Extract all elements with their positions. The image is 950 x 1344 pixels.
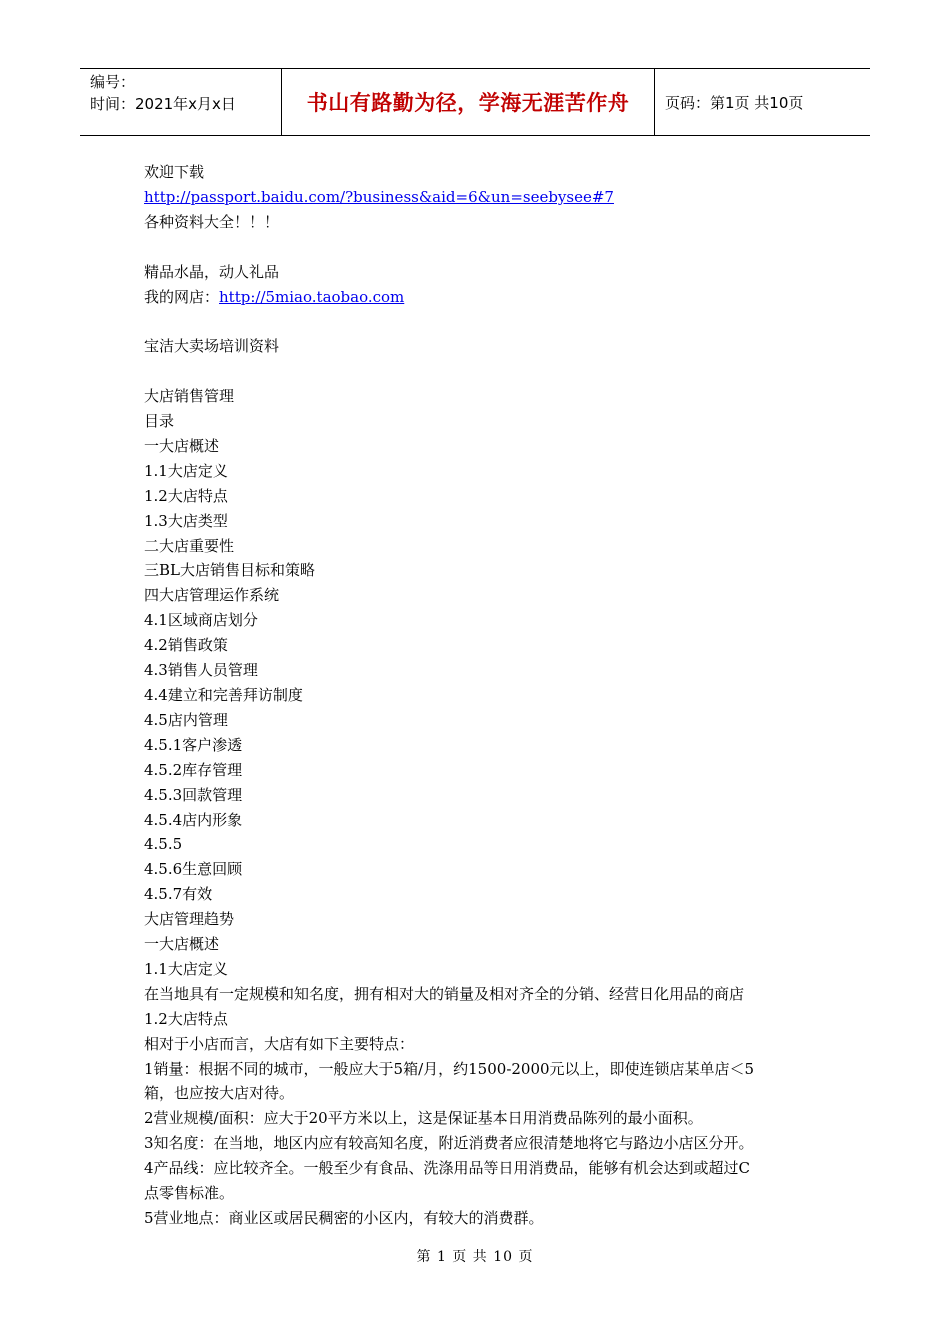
content-line: 4产品线：应比较齐全。一般至少有食品、洗涤用品等日用消费品，能够有机会达到或超过C bbox=[144, 1159, 751, 1178]
document-body bbox=[144, 160, 824, 1231]
toc-item: 4.3销售人员管理 bbox=[144, 661, 258, 680]
toc-item: 1.1大店定义 bbox=[144, 461, 228, 480]
welcome-text: 欢迎下载 bbox=[144, 163, 205, 181]
toc-item: 4.4建立和完善拜访制度 bbox=[144, 685, 303, 704]
toc-item: 大店管理趋势 bbox=[144, 910, 235, 929]
header-motto-cell bbox=[282, 69, 655, 135]
document-date-label: 时间：2021年x月x日 bbox=[90, 95, 236, 113]
toc-item: 4.5.7有效 bbox=[144, 885, 213, 904]
content-line: 一大店概述 bbox=[144, 935, 220, 954]
blank-line bbox=[144, 309, 824, 334]
document-title: 宝洁大卖场培训资料 bbox=[144, 337, 280, 356]
all-materials-text: 各种资料大全！！！ bbox=[144, 212, 280, 231]
content-line: 1销量：根据不同的城市，一般应大于5箱/月，约1500-2000元以上，即使连锁店某单店＜5 bbox=[144, 1059, 755, 1078]
content-line: 2营业规模/面积：应大于20平方米以上，这是保证基本日用消费品陈列的最小面积。 bbox=[144, 1109, 703, 1128]
blank-line bbox=[144, 235, 824, 260]
toc-item: 四大店管理运作系统 bbox=[144, 586, 280, 605]
shop-slogan: 精品水晶，动人礼品 bbox=[144, 262, 280, 281]
header-page-cell bbox=[655, 69, 870, 135]
toc-item: 1.2大店特点 bbox=[144, 486, 228, 505]
header-page-info: 页码：第1页 共10页 bbox=[665, 93, 804, 112]
toc-item: 4.5.4店内形象 bbox=[144, 810, 243, 829]
toc-item: 4.5.6生意回顾 bbox=[144, 860, 243, 879]
document-subtitle: 大店销售管理 bbox=[144, 387, 235, 406]
toc-item: 4.5.1客户渗透 bbox=[144, 735, 243, 754]
toc-item: 4.5.3回款管理 bbox=[144, 785, 243, 804]
content-line: 点零售标准。 bbox=[144, 1184, 235, 1203]
page-header bbox=[80, 68, 870, 136]
toc-item: 4.1区域商店划分 bbox=[144, 611, 258, 630]
content-line: 1.2大店特点 bbox=[144, 1009, 228, 1028]
content-line: 1.1大店定义 bbox=[144, 959, 228, 978]
content-line: 3知名度：在当地，地区内应有较高知名度，附近消费者应很清楚地将它与路边小店区分开。 bbox=[144, 1134, 754, 1153]
toc-item: 4.2销售政策 bbox=[144, 636, 228, 655]
shop-line bbox=[144, 285, 824, 310]
toc-item: 三BL大店销售目标和策略 bbox=[144, 561, 315, 580]
toc-item: 1.3大店类型 bbox=[144, 511, 228, 530]
content-line: 在当地具有一定规模和知名度，拥有相对大的销量及相对齐全的分销、经营日化用品的商店 bbox=[144, 984, 745, 1003]
document-content bbox=[144, 932, 824, 1231]
shop-link[interactable]: http://5miao.taobao.com bbox=[219, 287, 405, 306]
shop-label: 我的网店： bbox=[144, 287, 220, 306]
content-line: 箱，也应按大店对待。 bbox=[144, 1084, 295, 1103]
toc-item: 一大店概述 bbox=[144, 436, 220, 455]
table-of-contents bbox=[144, 434, 824, 932]
toc-item: 4.5.5 bbox=[144, 835, 183, 854]
content-line: 5营业地点：商业区或居民稠密的小区内，有较大的消费群。 bbox=[144, 1209, 544, 1228]
toc-item: 4.5.2库存管理 bbox=[144, 760, 243, 779]
page-footer: 第 1 页 共 10 页 bbox=[416, 1249, 534, 1265]
toc-item: 二大店重要性 bbox=[144, 536, 235, 555]
toc-item: 4.5店内管理 bbox=[144, 710, 228, 729]
header-info-cell bbox=[80, 69, 282, 135]
document-number-label: 编号： bbox=[90, 73, 136, 91]
toc-label: 目录 bbox=[144, 412, 175, 431]
blank-line bbox=[144, 359, 824, 384]
content-line: 相对于小店而言，大店有如下主要特点： bbox=[144, 1034, 415, 1053]
download-link[interactable]: http://passport.baidu.com/?business&aid=6&un=seebysee#7 bbox=[144, 187, 614, 206]
header-motto: 书山有路勤为径，学海无涯苦作舟 bbox=[306, 91, 630, 115]
